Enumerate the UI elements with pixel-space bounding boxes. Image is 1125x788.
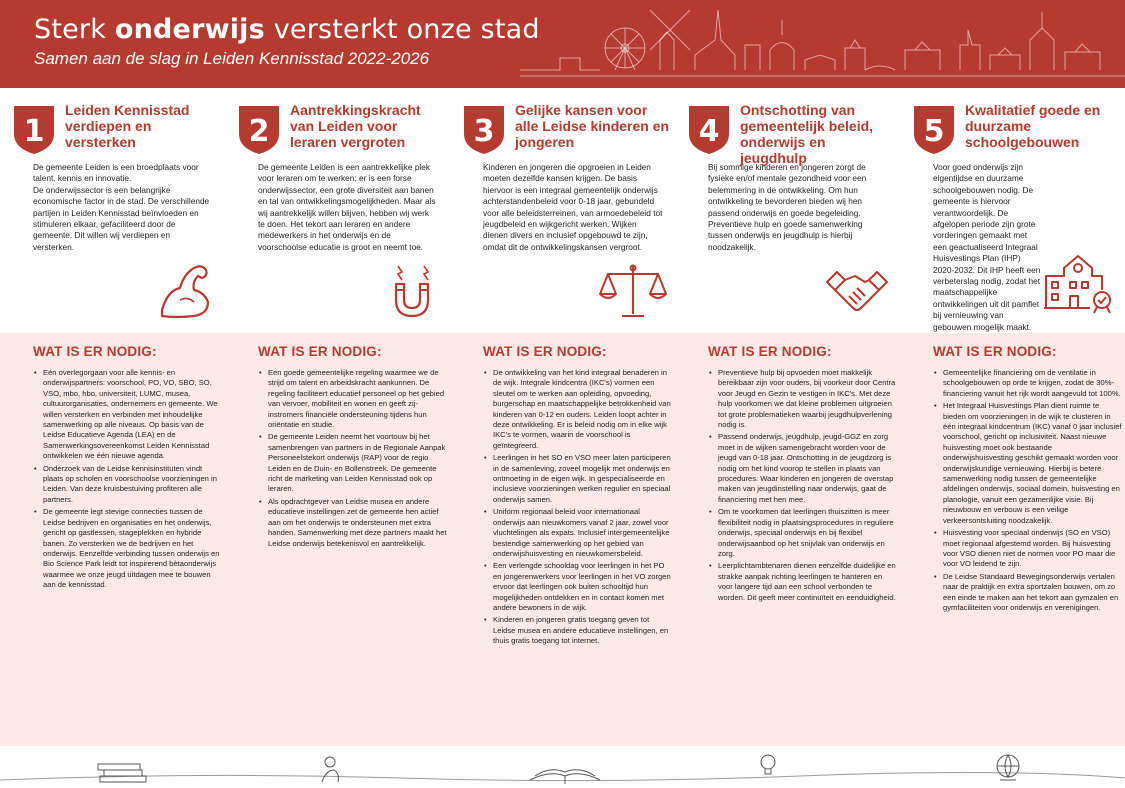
- number-shield: [912, 104, 956, 156]
- needs-heading: WAT IS ER NODIG:: [483, 344, 607, 359]
- list-item: • Om te voorkomen dat leerlingen thuiszitten is meer flexibiliteit nodig in plaatsingsprocedures in reguliere onderwijs, speciaal onderwijs en bij flexibel onderwijsaanbod op het snijvlak van onderwijs en zorg.: [718, 507, 898, 559]
- pillar-title: Ontschotting van gemeentelijk beleid, onderwijs en jeugdhulp: [740, 102, 874, 166]
- book-stack-icon: [98, 764, 146, 782]
- number-shield: [462, 104, 506, 156]
- list-item: • Leerplichtambtenaren dienen eenzelfde duidelijke en strakke aanpak richting leerlingen te hanteren en voor langere tijd aan een school verbonden te worden. Dit geeft meer continuïteit en eenduidigheid.: [718, 561, 898, 603]
- needs-list: [708, 368, 898, 605]
- number-shield: [687, 104, 731, 156]
- list-item: • Als opdrachtgever van Leidse musea en andere educatieve instellingen zet de gemeente hen actief aan om het onderwijs te ondersteunen met extra handen. Samenwerking met deze partners maakt het Leidse onderwijs betekenisvol en aantrekkelijk.: [268, 497, 448, 549]
- list-item: • De ontwikkeling van het kind integraal benaderen in de wijk. Integrale kindcentra (IKC's) vormen een sleutel om te werken aan opleiding, opvoeding, burgerschap en maatschappelijke betrokkenheid van kinderen van 0-12 en ouders. Leiden loopt achter in deze ontwikkeling. Er is beleid nodig om in elke wijk IKC's te vormen, waarin de voorschool is geïntegreerd.: [493, 368, 673, 451]
- list-item: • Passend onderwijs, jeugdhulp, jeugd-GGZ en zorg moet in de wijken samengebracht worden voor de jeugd van 0-18 jaar. Ontschotting in de jeugdzorg is nodig om het kind voorop te stellen in plaats van procedures. Waar kinderen en jongeren de overstap maken van jeugdinstelling naar onderwijs, gaat de financiering met hen mee.: [718, 432, 898, 505]
- pillar-title: Aantrekkingskracht van Leiden voor leraren vergroten: [290, 102, 421, 150]
- intro-paragraph: De gemeente Leiden is een broedplaats voor talent, kennis en innovatie.: [33, 162, 199, 184]
- needs-list: [258, 368, 448, 551]
- list-item: • De gemeente Leiden neemt het voortouw bij het samenbrengen van partners in de Regionale Aanpak Personeelstekort onderwijs (RAP) voor de regio Leiden en de Duin- en Bollenstreek. De gemeente richt de marketing van Leiden Kennisstad ook op leraren.: [268, 432, 448, 494]
- intro-paragraph: Voor goed onderwijs zijn eigentijdse en duurzame schoolgebouwen nodig. De gemeente is hiervoor verantwoordelijk. De afgelopen periode zijn grote vorderingen gemaakt met een geactualiseerd Integraal Huisvestings Plan (IHP) 2020-2032. Dit IHP heeft een verbeterslag nodig, zodat het maatschappelijke ontwikkelingen uit dit pamflet bij vernieuwing van gebouwen mogelijk maakt.: [933, 162, 1041, 332]
- pillar-number: 1: [23, 114, 45, 149]
- pillar-title: Leiden Kennisstad verdiepen en versterken: [65, 102, 190, 150]
- list-item: • Uniform regionaal beleid voor internationaal onderwijs aan nieuwkomers vanaf 2 jaar, zowel voor vluchtelingen als expats. Inclusief intergemeentelijke bestendige samenwerking op het gebied van onderwijshuisvesting en nieuwkomersbeleid.: [493, 507, 673, 559]
- needs-heading: WAT IS ER NODIG:: [933, 344, 1057, 359]
- header-banner: [0, 0, 1125, 88]
- list-item: • Huisvesting voor speciaal onderwijs (SO en VSO) moet regionaal afgestemd worden. Bij huisvesting voor VSO dienen niet de normen voor PO maar die voor VO leidend te zijn.: [943, 528, 1123, 570]
- footer-doodles: [0, 746, 1125, 788]
- intro-paragraph: De onderwijssector is een belangrijke economische factor in de stad. De verschillende partijen in Leiden Kennisstad beïnvloeden en stimuleren elkaar, gefaciliteerd door de gemeente. Dit willen wij verdiepen en versterken.: [33, 184, 210, 252]
- pillar-1: [0, 88, 226, 746]
- leiden-skyline-illustration: [520, 0, 1125, 88]
- light-bulb-icon: [761, 755, 775, 774]
- list-item: • Een goede gemeentelijke regeling waarmee we de strijd om talent en arbeidskracht aankunnen. De regeling faciliteert educatief personeel op het gebied van vervoer, mobiliteit en wonen en geeft zij-instromers financiële ondersteuning tijdens hun oriëntatie en studie.: [268, 368, 448, 430]
- pillar-5: [900, 88, 1125, 746]
- school-building-icon: [1042, 250, 1114, 314]
- needs-heading: WAT IS ER NODIG:: [33, 344, 157, 359]
- open-book-icon: [530, 770, 600, 784]
- needs-heading: WAT IS ER NODIG:: [258, 344, 382, 359]
- number-shield: [12, 104, 56, 156]
- pillar-intro: [483, 162, 663, 253]
- pillar-title: Kwalitatief goede en duurzame schoolgebouwen: [965, 102, 1101, 150]
- needs-list: [483, 368, 673, 649]
- pillar-intro: [258, 162, 438, 253]
- reading-person-icon: [322, 757, 339, 782]
- needs-heading: WAT IS ER NODIG:: [708, 344, 832, 359]
- balance-scale-icon: [598, 260, 668, 320]
- pillar-intro: [708, 162, 888, 253]
- list-item: • Het Integraal Huisvestings Plan dient ruimte te bieden om voorzieningen in de wijk te clusteren in één integraal kindcentrum (IKC) vanaf 0 jaar inclusief voorschool, gericht op inclusiviteit. Naast nieuwe huisvesting moet ook bestaande onderwijshuisvesting geschikt gemaakt worden voor onderwijskundige vernieuwing. Hierbij is betere samenwerking nodig tussen de gemeentelijke afdelingen onderwijs, sociaal domein, huisvesting en planologie, vanuit een gezamenlijke visie. Bij nieuwbouw en verbouw is een veilige verkeersontsluiting noodzakelijk.: [943, 401, 1123, 526]
- list-item: • De Leidse Standaard Bewegingsonderwijs vertalen naar de praktijk en extra sportzalen bouwen, om zo een einde te maken aan het tekort aan gymzalen en gymfaciliteiten voor onderwijs en verenigingen.: [943, 572, 1123, 614]
- list-item: • Eén overlegorgaan voor alle kennis- en onderwijspartners: voorschool, PO, VO, SBO, SO, VSO, mbo, hbo, universiteit, LUMC, musea, cultuurorganisaties, ondernemers en gemeente. We willen versterken en verbinden met inhoudelijke samenwerking op alle niveaus. Op basis van de Leidse Educatieve Agenda (LEA) en de Samenwerkingsovereenkomst Leiden Kennisstad ontwikkelen we één nieuwe agenda.: [43, 368, 223, 462]
- globe-icon: [997, 755, 1019, 780]
- list-item: • Kinderen en jongeren gratis toegang geven tot Leidse musea en andere educatieve instellingen, en thuis gratis toegang tot internet.: [493, 615, 673, 646]
- needs-list: [933, 368, 1123, 615]
- pillar-intro: [933, 162, 1043, 333]
- pillar-2: [225, 88, 451, 746]
- pillar-4: [675, 88, 901, 746]
- magnet-icon: [388, 260, 436, 320]
- pillar-number: 4: [698, 114, 720, 149]
- list-item: • De gemeente legt stevige connecties tussen de Leidse bedrijven en organisaties en het onderwijs, gericht op gastlessen, stageplekken en hybride banen. Zo versterken we de bedrijven en het onderwijs. Eenzelfde verbinding tussen onderwijs en Bio Science Park leidt tot inspirerend bètaonderwijs waarmee we onze jeugd uitdagen mee te bouwen aan de kennisstad.: [43, 507, 223, 590]
- list-item: • Een verlengde schooldag voor leerlingen in het PO en jongerenwerkers voor leerlingen in het VO zorgen ervoor dat leerlingen ook buiten schooltijd hun mogelijkheden ontdekken en in contact komen met andere bewoners in de wijk.: [493, 561, 673, 613]
- handshake-icon: [825, 268, 889, 318]
- intro-paragraph: Kinderen en jongeren die opgroeien in Leiden moeten dezelfde kansen krijgen. De basis hiervoor is een integraal gemeentelijk onderwijs achterstandenbeleid voor 0-18 jaar, gebundeld voor alle beleidsterreinen, van armoedebeleid tot jeugdbeleid en wijkgericht werken. Wijken dienen divers en inclusief opgebouwd te zijn, omdat dit de ontwikkelingskansen vergroot.: [483, 162, 663, 252]
- pillar-3: [450, 88, 676, 746]
- list-item: • Preventieve hulp bij opvoeden moet makkelijk bereikbaar zijn voor ouders, bij voorkeur door Centra voor Jeugd en Gezin te vestigen in IKC's. Met deze hulp voorkomen we dat kleine problemen uitgroeien tot grote problematieken waarbij jeugdhulpverlening nodig is.: [718, 368, 898, 430]
- list-item: • Leerlingen in het SO en VSO meer laten participeren in de samenleving, zoveel mogelijk met onderwijs en ontmoeting in de eigen wijk. In gespecialiseerde en inclusieve voorzieningen werken regulier en speciaal onderwijs samen.: [493, 453, 673, 505]
- pillar-number: 2: [248, 114, 270, 149]
- list-item: • Onderzoek van de Leidse kennisinstituten vindt plaats op scholen en voorschoolse voorzieningen in Leiden. Van deze kruisbestuiving profiteren alle partners.: [43, 464, 223, 506]
- pillar-title: Gelijke kansen voor alle Leidse kinderen en jongeren: [515, 102, 670, 150]
- number-shield: [237, 104, 281, 156]
- list-item: • Gemeentelijke financiering om de ventilatie in schoolgebouwen op orde te krijgen, zodat de 30%-financiering vanuit het rijk wordt aangevuld tot 100%.: [943, 368, 1123, 399]
- intro-paragraph: Bij sommige kinderen en jongeren zorgt de fysieke en/of mentale gezondheid voor een belemmering in de ontwikkeling. Om hun ontwikkeling te bevorderen bieden wij hen passend onderwijs en goede begeleiding. Preventieve hulp en goede samenwerking tussen onderwijs en jeugdhulp is hierbij noodzakelijk.: [708, 162, 867, 252]
- pillar-number: 3: [473, 114, 495, 149]
- pillar-number: 5: [923, 114, 945, 149]
- needs-list: [33, 368, 223, 593]
- flexed-arm-icon: [158, 260, 214, 320]
- intro-paragraph: De gemeente Leiden is een aantrekkelijke plek voor leraren om te werken: er is een forse onderwijssector, een grote diversiteit aan banen en tal van ontwikkelingsmogelijkheden. Maar als wij aantrekkelijk willen blijven, hebben wij werk te doen. Het tekort aan leraren en andere medewerkers in het onderwijs en de voorschoolse educatie is groot en neemt toe.: [258, 162, 436, 252]
- five-pillars: [0, 88, 1125, 746]
- pillar-intro: [33, 162, 213, 253]
- page-subtitle: Samen aan de slag in Leiden Kennisstad 2022-2026: [34, 49, 430, 68]
- page-title: Sterk onderwijs versterkt onze stad: [34, 14, 540, 45]
